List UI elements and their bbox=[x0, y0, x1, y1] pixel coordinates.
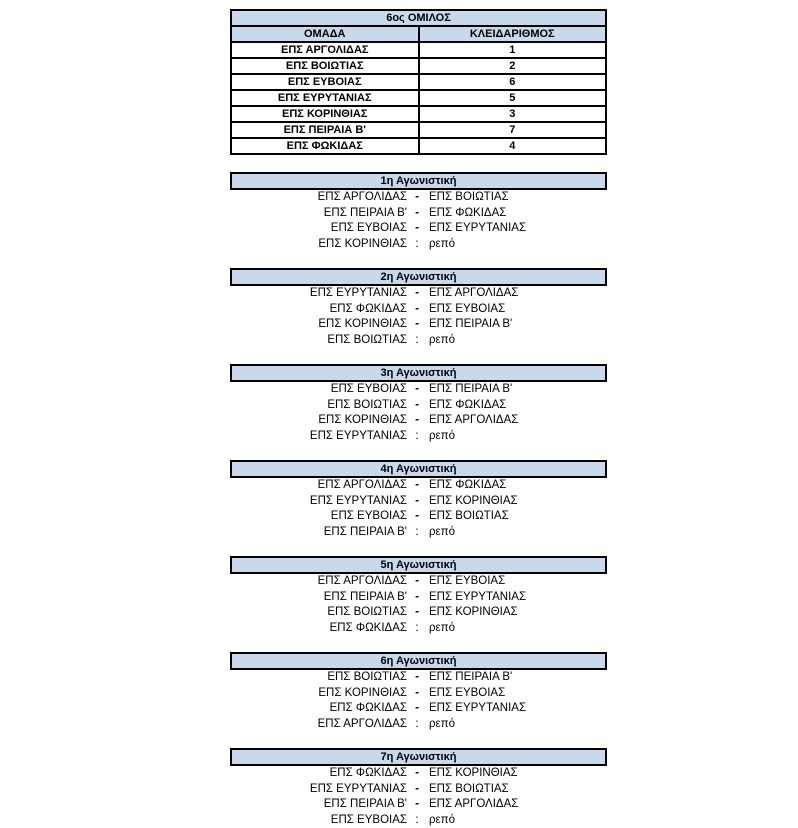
group-table-row bbox=[231, 122, 606, 138]
match-separator: - bbox=[410, 797, 424, 813]
round-title: 5η Αγωνιστική bbox=[230, 556, 607, 574]
rounds-list bbox=[230, 172, 607, 828]
match-row bbox=[230, 302, 607, 318]
team-key-cell: 1 bbox=[419, 42, 607, 58]
round-title: 6η Αγωνιστική bbox=[230, 652, 607, 670]
home-team: ΕΠΣ ΠΕΙΡΑΙΑ Β' bbox=[324, 525, 407, 541]
team-name-cell: ΕΠΣ ΒΟΙΩΤΙΑΣ bbox=[231, 58, 419, 74]
match-separator: : bbox=[410, 813, 424, 828]
match-separator: : bbox=[410, 333, 424, 349]
away-team: ΕΠΣ ΕΥΒΟΙΑΣ bbox=[429, 574, 505, 590]
round-title: 7η Αγωνιστική bbox=[230, 748, 607, 766]
home-team: ΕΠΣ ΕΥΡΥΤΑΝΙΑΣ bbox=[310, 782, 407, 798]
home-team: ΕΠΣ ΕΥΒΟΙΑΣ bbox=[331, 813, 407, 828]
away-team: ΕΠΣ ΦΩΚΙΔΑΣ bbox=[429, 206, 506, 222]
home-team: ΕΠΣ ΒΟΙΩΤΙΑΣ bbox=[327, 670, 407, 686]
home-team: ΕΠΣ ΕΥΒΟΙΑΣ bbox=[331, 221, 407, 237]
round-section bbox=[230, 556, 607, 636]
match-row bbox=[230, 813, 607, 828]
team-name-cell: ΕΠΣ ΕΥΡΥΤΑΝΙΑΣ bbox=[231, 90, 419, 106]
home-team: ΕΠΣ ΕΥΡΥΤΑΝΙΑΣ bbox=[310, 286, 407, 302]
round-section bbox=[230, 364, 607, 444]
home-team: ΕΠΣ ΑΡΓΟΛΙΔΑΣ bbox=[318, 574, 407, 590]
match-separator: : bbox=[410, 237, 424, 253]
match-row bbox=[230, 429, 607, 445]
home-team: ΕΠΣ ΕΥΡΥΤΑΝΙΑΣ bbox=[310, 494, 407, 510]
group-title: 6ος ΟΜΙΛΟΣ bbox=[231, 10, 606, 26]
team-key-cell: 2 bbox=[419, 58, 607, 74]
match-row bbox=[230, 766, 607, 782]
home-team: ΕΠΣ ΕΥΒΟΙΑΣ bbox=[331, 509, 407, 525]
match-row bbox=[230, 701, 607, 717]
match-row bbox=[230, 782, 607, 798]
match-separator: - bbox=[410, 478, 424, 494]
team-name-cell: ΕΠΣ ΕΥΒΟΙΑΣ bbox=[231, 74, 419, 90]
team-key-cell: 3 bbox=[419, 106, 607, 122]
away-team: ΕΠΣ ΚΟΡΙΝΘΙΑΣ bbox=[429, 766, 518, 782]
round-section bbox=[230, 460, 607, 540]
column-header-key: ΚΛΕΙΔΑΡΙΘΜΟΣ bbox=[419, 26, 607, 42]
home-team: ΕΠΣ ΚΟΡΙΝΘΙΑΣ bbox=[318, 413, 407, 429]
team-name-cell: ΕΠΣ ΑΡΓΟΛΙΔΑΣ bbox=[231, 42, 419, 58]
away-team: ρεπό bbox=[429, 333, 455, 349]
match-separator: - bbox=[410, 206, 424, 222]
away-team: ΕΠΣ ΑΡΓΟΛΙΔΑΣ bbox=[429, 797, 518, 813]
match-row bbox=[230, 605, 607, 621]
match-separator: - bbox=[410, 317, 424, 333]
group-header-row bbox=[231, 26, 606, 42]
round-section bbox=[230, 748, 607, 828]
match-separator: - bbox=[410, 286, 424, 302]
away-team: ΕΠΣ ΕΥΡΥΤΑΝΙΑΣ bbox=[429, 701, 526, 717]
away-team: ΕΠΣ ΕΥΒΟΙΑΣ bbox=[429, 686, 505, 702]
group-table-row bbox=[231, 90, 606, 106]
match-separator: - bbox=[410, 782, 424, 798]
home-team: ΕΠΣ ΕΥΒΟΙΑΣ bbox=[331, 382, 407, 398]
match-row bbox=[230, 717, 607, 733]
home-team: ΕΠΣ ΕΥΡΥΤΑΝΙΑΣ bbox=[310, 429, 407, 445]
away-team: ΕΠΣ ΕΥΒΟΙΑΣ bbox=[429, 302, 505, 318]
away-team: ΕΠΣ ΦΩΚΙΔΑΣ bbox=[429, 398, 506, 414]
home-team: ΕΠΣ ΒΟΙΩΤΙΑΣ bbox=[327, 398, 407, 414]
group-table-row bbox=[231, 42, 606, 58]
match-separator: - bbox=[410, 413, 424, 429]
round-title: 3η Αγωνιστική bbox=[230, 364, 607, 382]
home-team: ΕΠΣ ΦΩΚΙΔΑΣ bbox=[330, 302, 407, 318]
away-team: ΕΠΣ ΒΟΙΩΤΙΑΣ bbox=[429, 782, 509, 798]
group-table-row bbox=[231, 58, 606, 74]
away-team: ΕΠΣ ΕΥΡΥΤΑΝΙΑΣ bbox=[429, 221, 526, 237]
away-team: ΕΠΣ ΑΡΓΟΛΙΔΑΣ bbox=[429, 413, 518, 429]
match-row bbox=[230, 494, 607, 510]
match-separator: : bbox=[410, 621, 424, 637]
match-row bbox=[230, 398, 607, 414]
match-separator: - bbox=[410, 302, 424, 318]
home-team: ΕΠΣ ΚΟΡΙΝΘΙΑΣ bbox=[318, 317, 407, 333]
home-team: ΕΠΣ ΦΩΚΙΔΑΣ bbox=[330, 701, 407, 717]
match-separator: - bbox=[410, 686, 424, 702]
home-team: ΕΠΣ ΑΡΓΟΛΙΔΑΣ bbox=[318, 717, 407, 733]
team-key-cell: 6 bbox=[419, 74, 607, 90]
team-key-cell: 7 bbox=[419, 122, 607, 138]
away-team: ΕΠΣ ΠΕΙΡΑΙΑ Β' bbox=[429, 382, 512, 398]
team-key-cell: 5 bbox=[419, 90, 607, 106]
round-section bbox=[230, 172, 607, 252]
group-table-row bbox=[231, 138, 606, 154]
match-separator: - bbox=[410, 574, 424, 590]
match-separator: - bbox=[410, 382, 424, 398]
away-team: ρεπό bbox=[429, 813, 455, 828]
away-team: ρεπό bbox=[429, 717, 455, 733]
away-team: ρεπό bbox=[429, 429, 455, 445]
match-row bbox=[230, 509, 607, 525]
away-team: ΕΠΣ ΦΩΚΙΔΑΣ bbox=[429, 478, 506, 494]
match-row bbox=[230, 478, 607, 494]
schedule-document bbox=[230, 9, 607, 828]
away-team: ρεπό bbox=[429, 237, 455, 253]
group-title-row bbox=[231, 10, 606, 26]
match-row bbox=[230, 190, 607, 206]
match-separator: - bbox=[410, 221, 424, 237]
match-separator: - bbox=[410, 701, 424, 717]
match-separator: - bbox=[410, 509, 424, 525]
team-key-cell: 4 bbox=[419, 138, 607, 154]
match-row bbox=[230, 317, 607, 333]
match-separator: - bbox=[410, 590, 424, 606]
away-team: ΕΠΣ ΒΟΙΩΤΙΑΣ bbox=[429, 509, 509, 525]
round-section bbox=[230, 268, 607, 348]
away-team: ΕΠΣ ΚΟΡΙΝΘΙΑΣ bbox=[429, 494, 518, 510]
match-separator: - bbox=[410, 190, 424, 206]
match-separator: : bbox=[410, 525, 424, 541]
home-team: ΕΠΣ ΑΡΓΟΛΙΔΑΣ bbox=[318, 190, 407, 206]
home-team: ΕΠΣ ΚΟΡΙΝΘΙΑΣ bbox=[318, 686, 407, 702]
match-row bbox=[230, 621, 607, 637]
round-section bbox=[230, 652, 607, 732]
match-row bbox=[230, 206, 607, 222]
group-table bbox=[230, 9, 607, 155]
home-team: ΕΠΣ ΒΟΙΩΤΙΑΣ bbox=[327, 605, 407, 621]
round-title: 2η Αγωνιστική bbox=[230, 268, 607, 286]
match-separator: - bbox=[410, 605, 424, 621]
team-name-cell: ΕΠΣ ΠΕΙΡΑΙΑ Β' bbox=[231, 122, 419, 138]
match-row bbox=[230, 333, 607, 349]
match-row bbox=[230, 797, 607, 813]
home-team: ΕΠΣ ΠΕΙΡΑΙΑ Β' bbox=[324, 797, 407, 813]
match-separator: - bbox=[410, 494, 424, 510]
match-separator: - bbox=[410, 766, 424, 782]
home-team: ΕΠΣ ΑΡΓΟΛΙΔΑΣ bbox=[318, 478, 407, 494]
match-row bbox=[230, 237, 607, 253]
home-team: ΕΠΣ ΦΩΚΙΔΑΣ bbox=[330, 766, 407, 782]
home-team: ΕΠΣ ΚΟΡΙΝΘΙΑΣ bbox=[318, 237, 407, 253]
match-separator: : bbox=[410, 429, 424, 445]
match-row bbox=[230, 670, 607, 686]
team-name-cell: ΕΠΣ ΚΟΡΙΝΘΙΑΣ bbox=[231, 106, 419, 122]
match-row bbox=[230, 413, 607, 429]
away-team: ρεπό bbox=[429, 621, 455, 637]
match-row bbox=[230, 525, 607, 541]
match-row bbox=[230, 686, 607, 702]
match-separator: : bbox=[410, 717, 424, 733]
column-header-team: ΟΜΑΔΑ bbox=[231, 26, 419, 42]
away-team: ρεπό bbox=[429, 525, 455, 541]
away-team: ΕΠΣ ΠΕΙΡΑΙΑ Β' bbox=[429, 670, 512, 686]
away-team: ΕΠΣ ΑΡΓΟΛΙΔΑΣ bbox=[429, 286, 518, 302]
team-name-cell: ΕΠΣ ΦΩΚΙΔΑΣ bbox=[231, 138, 419, 154]
away-team: ΕΠΣ ΚΟΡΙΝΘΙΑΣ bbox=[429, 605, 518, 621]
home-team: ΕΠΣ ΒΟΙΩΤΙΑΣ bbox=[327, 333, 407, 349]
away-team: ΕΠΣ ΒΟΙΩΤΙΑΣ bbox=[429, 190, 509, 206]
match-row bbox=[230, 221, 607, 237]
match-row bbox=[230, 382, 607, 398]
match-row bbox=[230, 574, 607, 590]
match-separator: - bbox=[410, 398, 424, 414]
match-row bbox=[230, 286, 607, 302]
round-title: 1η Αγωνιστική bbox=[230, 172, 607, 190]
away-team: ΕΠΣ ΕΥΡΥΤΑΝΙΑΣ bbox=[429, 590, 526, 606]
away-team: ΕΠΣ ΠΕΙΡΑΙΑ Β' bbox=[429, 317, 512, 333]
home-team: ΕΠΣ ΦΩΚΙΔΑΣ bbox=[330, 621, 407, 637]
group-table-row bbox=[231, 74, 606, 90]
match-row bbox=[230, 590, 607, 606]
home-team: ΕΠΣ ΠΕΙΡΑΙΑ Β' bbox=[324, 590, 407, 606]
home-team: ΕΠΣ ΠΕΙΡΑΙΑ Β' bbox=[324, 206, 407, 222]
round-title: 4η Αγωνιστική bbox=[230, 460, 607, 478]
group-table-row bbox=[231, 106, 606, 122]
match-separator: - bbox=[410, 670, 424, 686]
